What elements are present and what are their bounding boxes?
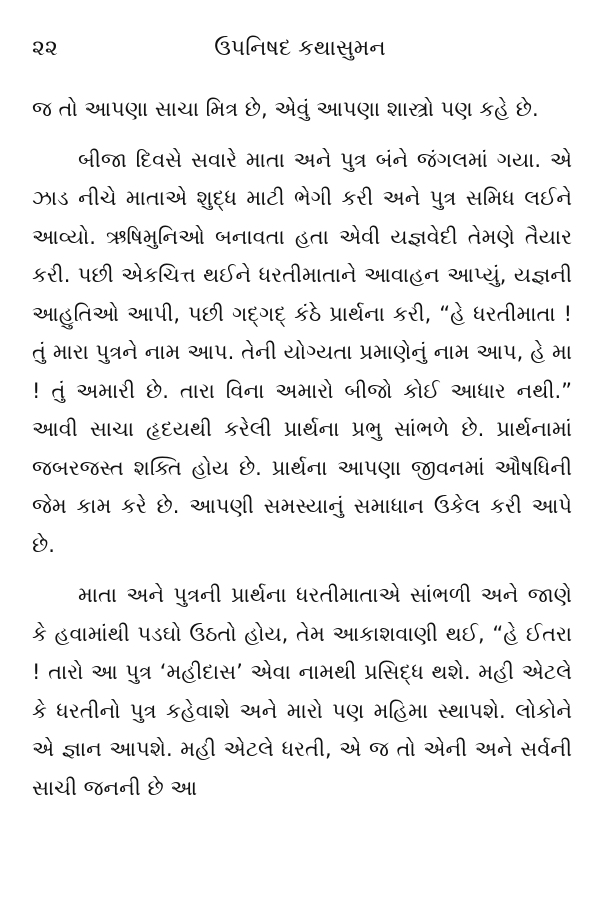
paragraph-continuation: જ તો આપણા સાચા મિત્ર છે, એવું આપણા શાસ્ત્રો પણ કહે છે.: [32, 97, 539, 121]
paragraph: માતા અને પુત્રની પ્રાર્થના ધરતીમાતાએ સાંભળી અને જાણે કે હવામાંથી પડઘો ઉઠતો હોય, તેમ આકાશવાણી થઈ, “હે ઈતરા ! તારો આ પુત્ર ‘મહીદાસ’ એવા નામથી પ્રસિદ્ધ થશે. મહી એટલે કે ધરતીનો પુત્ર કહેવાશે અને મારો પણ મહિમા સ્થાપશે. લોકોને એ જ્ઞાન આપશે. મહી એટલે ધરતી, એ જ તો એની અને સર્વની સાચી જનની છે આ: [32, 583, 572, 800]
paragraph: બીજા દિવસે સવારે માતા અને પુત્ર બંને જંગલમાં ગયા. એ ઝાડ નીચે માતાએ શુદ્ધ માટી ભેગી કરી અને પુત્ર સમિધ લઈને આવ્યો. ઋષિમુનિઓ બનાવતા હતા એવી યજ્ઞવેદી તેમણે તૈયાર કરી. પછી એકચિત્ત થઈને ધરતીમાતાને આવાહન આપ્યું, યજ્ઞની આહુતિઓ આપી, પછી ગદ્‌ગદ્‌ કંઠે પ્રાર્થના કરી, “હે ધરતીમાતા ! તું મારા પુત્રને નામ આપ. તેની યોગ્યતા પ્રમાણેનું નામ આપ, હે મા ! તું અમારી છે. તારા વિના અમારો બીજો કોઈ આધાર નથી.” આવી સાચા હૃદયથી કરેલી પ્રાર્થના પ્રભુ સાંભળે છે. પ્રાર્થનામાં જબરજસ્ત શક્તિ હોય છે. પ્રાર્થના આપણા જીવનમાં ઔષધિની જેમ કામ કરે છે. આપણી સમસ્યાનું સમાધાન ઉકેલ કરી આપે છે.: [32, 147, 572, 557]
page-body: [32, 90, 572, 819]
page-header: [32, 36, 568, 76]
page-number: ૨૨: [32, 36, 58, 61]
running-title: ઉપનિષદ કથાસુમન: [214, 36, 386, 61]
